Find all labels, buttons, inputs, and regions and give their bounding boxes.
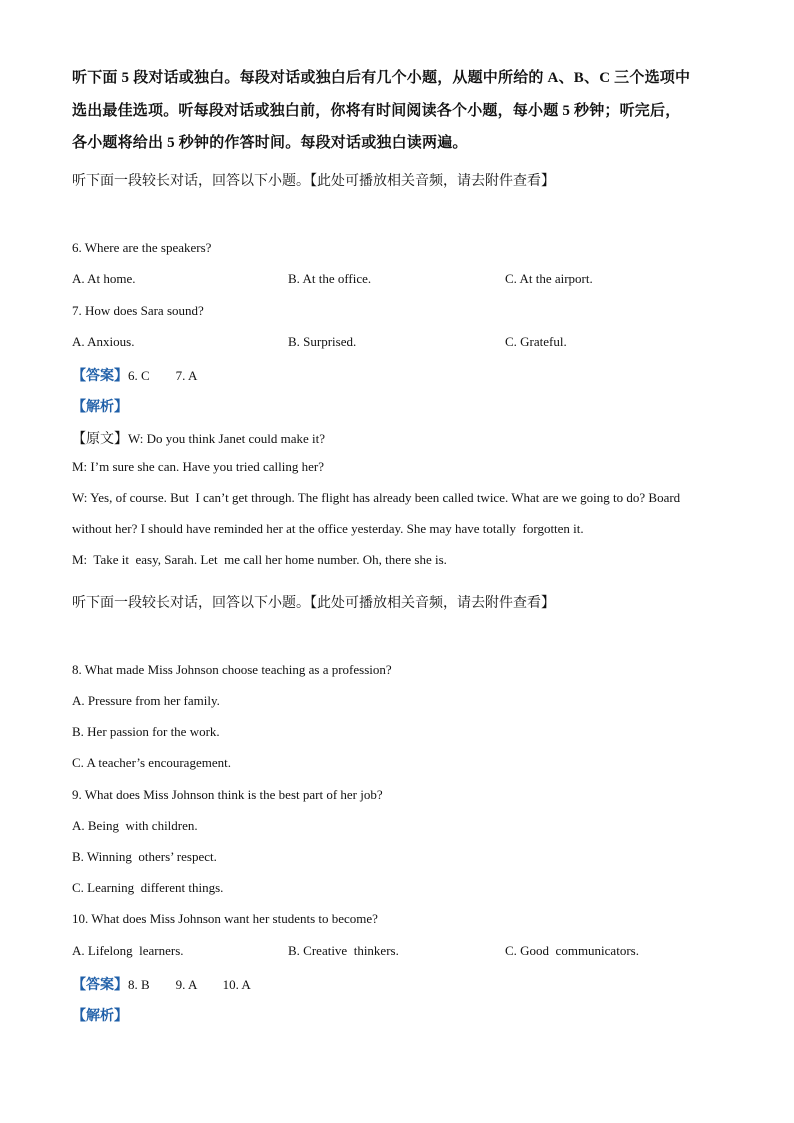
section2-analysis xyxy=(72,1005,128,1025)
answer-tag: 【答案】 xyxy=(72,978,128,993)
q9-option-c: C. Learning different things. xyxy=(72,880,224,895)
analysis-tag: 【解析】 xyxy=(72,1009,128,1024)
section2-intro: 听下面一段较长对话，回答以下小题。【此处可播放相关音频，请去附件查看】 xyxy=(72,596,555,611)
q8-option-a: A. Pressure from her family. xyxy=(72,693,220,708)
transcript-line-3: W: Yes, of course. But I can’t get through. The flight has already been called twice. What are we going to do? Board xyxy=(72,490,681,505)
q9-option-a: A. Being with children. xyxy=(72,818,198,833)
q10-option-b: B. Creative thinkers. xyxy=(288,943,399,958)
transcript-line-1 xyxy=(72,428,325,448)
analysis-tag: 【解析】 xyxy=(72,400,128,415)
q7-stem: 7. How does Sara sound? xyxy=(72,303,204,318)
q7-option-b: B. Surprised. xyxy=(288,334,357,349)
transcript-line-4: without her? I should have reminded her at the office yesterday. She may have totally forgotten it. xyxy=(72,521,584,536)
answer-text: 8. B 9. A 10. A xyxy=(128,977,251,992)
transcript-text: W: Do you think Janet could make it? xyxy=(128,431,325,446)
section1-intro: 听下面一段较长对话，回答以下小题。【此处可播放相关音频，请去附件查看】 xyxy=(72,174,555,189)
transcript-line-2: M: I’m sure she can. Have you tried calling her? xyxy=(72,459,324,474)
q7-option-a: A. Anxious. xyxy=(72,334,135,349)
q6-option-c: C. At the airport. xyxy=(505,271,593,286)
section1-analysis xyxy=(72,396,128,416)
q9-option-b: B. Winning others’ respect. xyxy=(72,849,217,864)
q8-option-b: B. Her passion for the work. xyxy=(72,724,220,739)
transcript-tag: 【原文】 xyxy=(72,432,128,447)
q10-stem: 10. What does Miss Johnson want her students to become? xyxy=(72,911,378,926)
q9-stem: 9. What does Miss Johnson think is the best part of her job? xyxy=(72,787,383,802)
q10-option-a: A. Lifelong learners. xyxy=(72,943,184,958)
q6-stem: 6. Where are the speakers? xyxy=(72,240,212,255)
q8-stem: 8. What made Miss Johnson choose teaching as a profession? xyxy=(72,662,392,677)
q8-option-c: C. A teacher’s encouragement. xyxy=(72,755,231,770)
answer-text: 6. C 7. A xyxy=(128,368,198,383)
instructions-line-2: 选出最佳选项。听每段对话或独白前，你将有时间阅读各个小题，每小题 5 秒钟；听完后， xyxy=(72,103,681,119)
transcript-line-5: M: Take it easy, Sarah. Let me call her home number. Oh, there she is. xyxy=(72,552,447,567)
q6-option-b: B. At the office. xyxy=(288,271,372,286)
answer-tag: 【答案】 xyxy=(72,369,128,384)
section2-answer xyxy=(72,974,251,994)
q7-option-c: C. Grateful. xyxy=(505,334,567,349)
q10-option-c: C. Good communicators. xyxy=(505,943,639,958)
instructions-line-3: 各小题将给出 5 秒钟的作答时间。每段对话或独白读两遍。 xyxy=(72,135,468,151)
q6-option-a: A. At home. xyxy=(72,271,136,286)
section1-answer xyxy=(72,365,197,385)
instructions-line-1: 听下面 5 段对话或独白。每段对话或独白后有几个小题，从题中所给的 A、B、C 三个选项中 xyxy=(72,70,691,86)
